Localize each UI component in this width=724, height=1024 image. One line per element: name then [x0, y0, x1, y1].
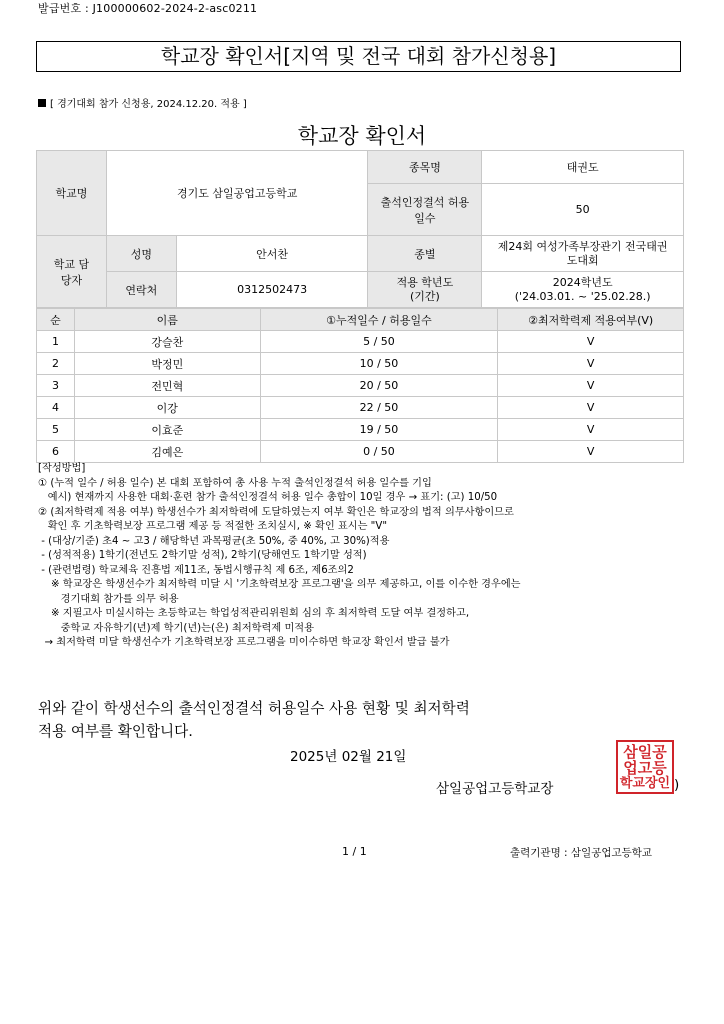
guide-line: ② (최저학력제 적용 여부) 학생선수가 최저학력에 도달하였는지 여부 확인은 학교장의 법적 의무사항이므로 [38, 506, 514, 518]
table-row [37, 441, 684, 463]
guide-line: - (성적적용) 1학기(전년도 2학기말 성적), 2학기(당해연도 1학기말 성적) [38, 550, 367, 561]
row-days: 10 / 50 [260, 353, 498, 375]
name-label: 성명 [106, 236, 176, 272]
category-value: 제24회 여성가족부장관기 전국태권도대회 [482, 236, 684, 272]
output-organization: 출력기관명 : 삼일공업고등학교 [510, 847, 653, 859]
table-row [37, 375, 684, 397]
row-no: 4 [37, 397, 75, 419]
guide-line: [작성방법] [38, 463, 86, 474]
official-seal [616, 740, 674, 794]
row-no: 3 [37, 375, 75, 397]
row-days: 22 / 50 [260, 397, 498, 419]
row-check: V [498, 375, 684, 397]
year-label: 적용 학년도 (기간) [368, 272, 482, 308]
row-days: 20 / 50 [260, 375, 498, 397]
event-label: 종목명 [368, 151, 482, 184]
application-note [38, 95, 247, 110]
guide-line: - (대상/기준) 초4 ~ 고3 / 해당학년 과목평균(초 50%, 중 40%, 고 30%)적용 [38, 535, 390, 547]
row-name: 김예은 [74, 441, 260, 463]
row-check: V [498, 441, 684, 463]
row-name: 이강 [74, 397, 260, 419]
guide-line: - (관련법령) 학교체육 진흥법 제11조, 동법시행규칙 제 6조, 제6조의2 [38, 564, 354, 576]
row-days: 0 / 50 [260, 441, 498, 463]
confirmation-statement [38, 697, 470, 743]
issue-date: 2025년 02월 21일 [290, 749, 407, 765]
row-check: V [498, 353, 684, 375]
guide-line: 경기대회 참가를 의무 허용 [38, 593, 179, 605]
header-no: 순 [37, 309, 75, 331]
seal-line-3: 학교장인 [619, 776, 671, 791]
document-title: 학교장 확인서 [297, 124, 427, 148]
contact-value: 0312502473 [176, 272, 368, 308]
banner-title: 학교장 확인서[지역 및 전국 대회 참가신청용] [36, 41, 681, 72]
category-label: 종별 [368, 236, 482, 272]
row-name: 강슬찬 [74, 331, 260, 353]
row-name: 이효준 [74, 419, 260, 441]
row-check: V [498, 397, 684, 419]
seal-line-1: 삼일공 [623, 743, 667, 761]
square-bullet-icon [38, 99, 46, 107]
issuer-name: 삼일공업고등학교장 [436, 781, 554, 797]
year-value-line-1: 2024학년도 [552, 275, 613, 289]
student-list-table [36, 308, 684, 463]
table-row [37, 331, 684, 353]
year-value-line-2: ('24.03.01. ~ '25.02.28.) [514, 289, 651, 303]
page-number: 1 / 1 [342, 845, 367, 858]
row-no: 6 [37, 441, 75, 463]
header-check: ②최저학력제 적용여부(V) [498, 309, 684, 331]
header-name: 이름 [74, 309, 260, 331]
table-row [37, 397, 684, 419]
year-value [482, 272, 684, 308]
table-row [37, 353, 684, 375]
application-note-text: [ 경기대회 참가 신청용, 2024.12.20. 적용 ] [50, 99, 247, 110]
guide-line: ※ 지필고사 미실시하는 초등학교는 학업성적관리위원회 심의 후 최저학력 도달 여부 결정하고, [38, 608, 470, 619]
name-value: 안서찬 [176, 236, 368, 272]
guide-line: 예시) 현재까지 사용한 대회·훈련 참가 출석인정결석 허용 일수 총합이 10일 경우 → 표기: (고) 10/50 [38, 492, 498, 503]
row-no: 2 [37, 353, 75, 375]
event-value: 태권도 [482, 151, 684, 184]
guide-line: 중학교 자유학기(년)제 학기(년)는(은) 최저학력제 미적용 [38, 622, 314, 634]
contact-label: 연락처 [106, 272, 176, 308]
guide-line: ① (누적 일수 / 허용 일수) 본 대회 포함하여 총 사용 누적 출석인정결석 허용 일수를 기입 [38, 477, 432, 489]
staff-label: 학교 담당자 [37, 236, 107, 308]
seal-line-2: 업고등 [623, 759, 667, 777]
row-no: 1 [37, 331, 75, 353]
guide-line: 확인 후 기초학력보장 프로그램 제공 등 적절한 조치실시, ※ 확인 표시는 "V" [38, 521, 387, 532]
row-days: 5 / 50 [260, 331, 498, 353]
school-label: 학교명 [37, 151, 107, 236]
writing-guide [38, 462, 688, 651]
row-check: V [498, 331, 684, 353]
allowed-days-label: 출석인정결석 허용일수 [368, 184, 482, 236]
row-name: 전민혁 [74, 375, 260, 397]
confirmation-line-2: 적용 여부를 확인합니다. [38, 723, 193, 740]
issue-number: 발급번호 : J100000602-2024-2-asc0211 [38, 2, 258, 15]
guide-line: ※ 학교장은 학생선수가 최저학력 미달 시 '기초학력보장 프로그램'을 의무 제공하고, 이를 이수한 경우에는 [38, 579, 521, 590]
row-days: 19 / 50 [260, 419, 498, 441]
row-name: 박정민 [74, 353, 260, 375]
row-check: V [498, 419, 684, 441]
info-table [36, 150, 684, 308]
row-no: 5 [37, 419, 75, 441]
guide-line: → 최저학력 미달 학생선수가 기초학력보장 프로그램을 미이수하면 학교장 확인서 발급 불가 [38, 637, 450, 648]
header-days: ①누적일수 / 허용일수 [260, 309, 498, 331]
allowed-days-value: 50 [482, 184, 684, 236]
issuer-paren: ) [674, 777, 680, 793]
confirmation-line-1: 위와 같이 학생선수의 출석인정결석 허용일수 사용 현황 및 최저학력 [38, 700, 470, 717]
table-row [37, 419, 684, 441]
school-value: 경기도 삼일공업고등학교 [106, 151, 368, 236]
